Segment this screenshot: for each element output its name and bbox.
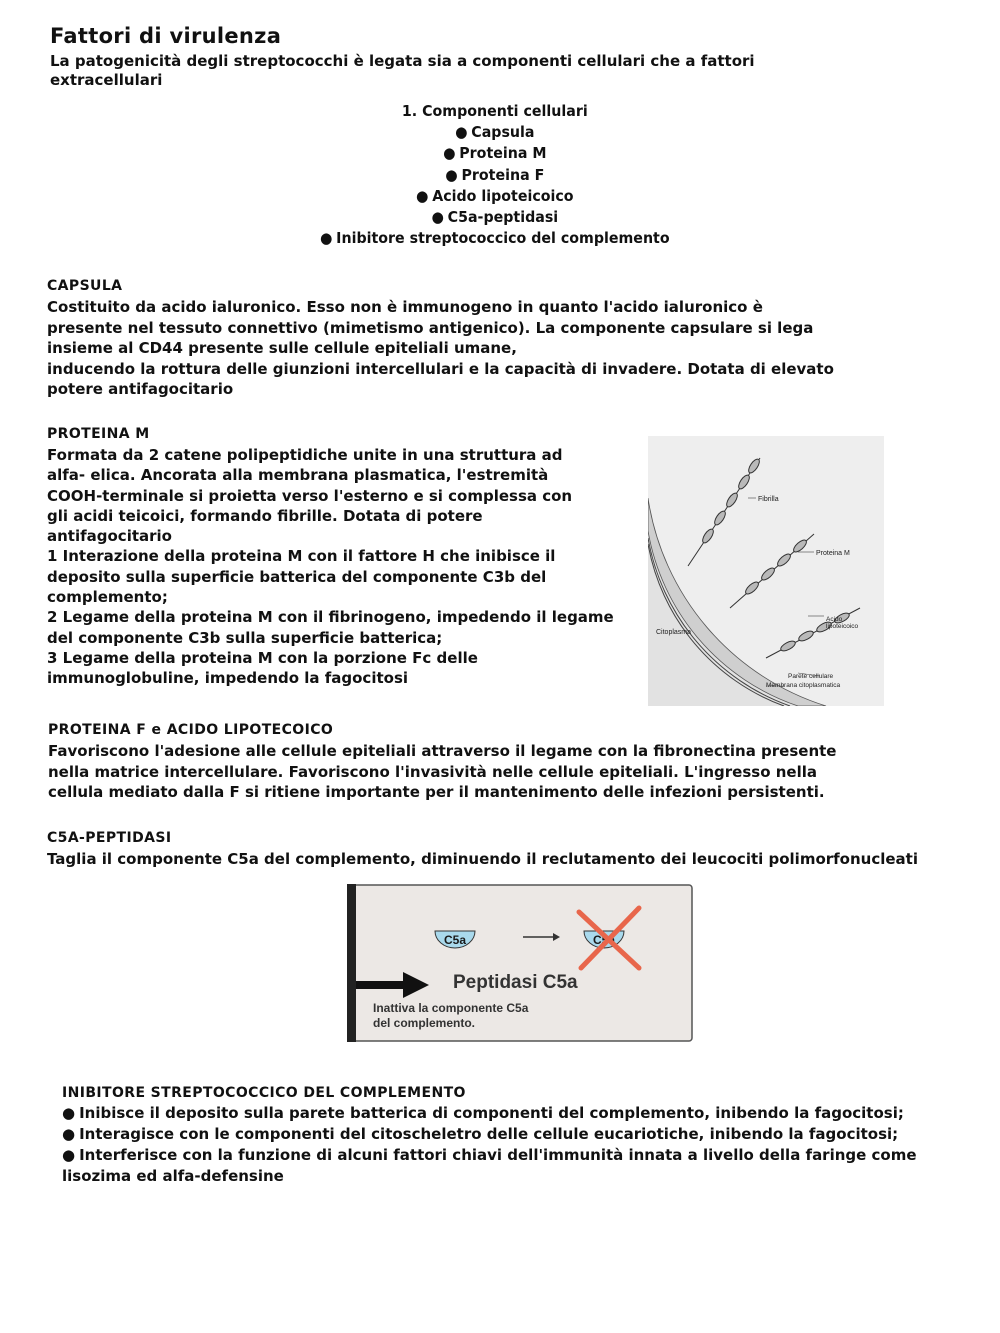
list-item: ● Proteina F (445, 165, 545, 184)
capsula-paragraph (47, 297, 834, 400)
list-item: ● C5a-peptidasi (431, 208, 559, 227)
proteina-m-figure (648, 436, 884, 706)
paragraph-line: immunoglobuline, impedendo la fagocitosi (47, 669, 409, 688)
list-item: ● Inibisce il deposito sulla parete batterica di componenti del complemento, inibendo la fagocitosi; (62, 1104, 904, 1122)
inibitore-heading: INIBITORE STREPTOCOCCICO DEL COMPLEMENTO (62, 1085, 466, 1101)
proteina-m-heading: PROTEINA M (47, 426, 150, 442)
components-list (0, 101, 1000, 249)
paragraph-line: nella matrice intercellulare. Favoriscono l'invasività nelle cellule epiteliali. L'ingresso nella (48, 762, 817, 781)
label-membrana: Membrana citoplasmatica (766, 682, 841, 689)
c5a-label-inactive: C5a (592, 933, 616, 947)
c5a-heading: C5A-PEPTIDASI (47, 830, 172, 846)
label-acido: Acido (826, 616, 843, 623)
c5a-paragraph (47, 849, 918, 870)
paragraph-line: del componente C3b sulla superficie batterica; (47, 628, 443, 647)
label-lipoteicoico: lipoteicoico (826, 623, 859, 630)
page-title: Fattori di virulenza (50, 24, 282, 48)
list-item-continuation: lisozima ed alfa-defensine (62, 1167, 284, 1185)
capsula-heading: CAPSULA (47, 278, 123, 294)
left-bar (347, 884, 356, 1042)
intro-line: extracellulari (50, 71, 163, 89)
paragraph-line: 2 Legame della proteina M con il fibrinogeno, impedendo il legame (47, 608, 614, 627)
paragraph-line: inducendo la rottura delle giunzioni intercellulari e la capacità di invadere. Dotata di elevato (47, 359, 834, 378)
figure-title: Peptidasi C5a (453, 972, 578, 993)
list-item: ● Capsula (455, 123, 535, 142)
intro-line: La patogenicità degli streptococchi è legata sia a componenti cellulari che a fattori (50, 52, 755, 70)
label-fibrilla: Fibrilla (758, 496, 779, 503)
paragraph-line: Taglia il componente C5a del complemento, diminuendo il reclutamento dei leucociti polimorfonucleati (47, 850, 918, 868)
c5a-label: C5a (443, 933, 467, 947)
paragraph-line: antifagocitario (47, 527, 172, 546)
list-item: ● Interagisce con le componenti del citoscheletro delle cellule eucariotiche, inibendo la fagocitosi; (62, 1125, 899, 1143)
components-heading: 1. Componenti cellulari (401, 102, 588, 120)
paragraph-line: 3 Legame della proteina M con la porzione Fc delle (47, 648, 478, 667)
paragraph-line: Costituito da acido ialuronico. Esso non è immunogeno in quanto l'acido ialuronico è (47, 298, 763, 316)
paragraph-line: 1 Interazione della proteina M con il fattore H che inibisce il (47, 547, 556, 566)
figure-caption: Inattiva la componente C5a (373, 1001, 529, 1015)
list-item: ● Inibitore streptococcico del complemento (319, 229, 670, 248)
paragraph-line: presente nel tessuto connettivo (mimetismo antigenico). La componente capsulare si lega (47, 318, 814, 337)
list-item: ● Interferisce con la funzione di alcuni fattori chiavi dell'immunità innata a livello della faringe come (62, 1146, 917, 1164)
inibitore-list (62, 1103, 917, 1187)
proteina-m-paragraph (47, 445, 614, 689)
paragraph-line: alfa- elica. Ancorata alla membrana plasmatica, l'estremità (47, 466, 549, 485)
label-proteina-m: Proteina M (816, 550, 850, 557)
paragraph-line: Favoriscono l'adesione alle cellule epiteliali attraverso il legame con la fibronectina presente (48, 742, 837, 760)
label-citoplasma: Citoplasma (656, 629, 692, 636)
paragraph-line: COOH-terminale si proietta verso l'esterno e si complessa con (47, 486, 573, 505)
paragraph-line: deposito sulla superficie batterica del componente C3b del (47, 567, 547, 586)
proteina-f-paragraph (48, 741, 836, 803)
paragraph-line: gli acidi teicoici, formando fibrille. Dotata di potere (47, 506, 483, 525)
intro-paragraph (50, 52, 755, 90)
paragraph-line: insieme al CD44 presente sulle cellule epiteliali umane, (47, 339, 517, 357)
paragraph-line: complemento; (47, 588, 168, 607)
list-item: ● Proteina M (443, 144, 547, 163)
list-item: ● Acido lipoteicoico (416, 186, 574, 205)
proteina-f-heading: PROTEINA F e ACIDO LIPOTECOICO (48, 722, 334, 738)
label-parete: Parete cellulare (788, 673, 834, 680)
paragraph-line: Formata da 2 catene polipeptidiche unite in una struttura ad (47, 446, 563, 464)
paragraph-line: cellula mediato dalla F si ritiene importante per il mantenimento delle infezioni persistenti. (48, 783, 825, 801)
figure-caption: del complemento. (373, 1016, 476, 1030)
c5a-figure (347, 884, 693, 1042)
paragraph-line: potere antifagocitario (47, 380, 234, 398)
